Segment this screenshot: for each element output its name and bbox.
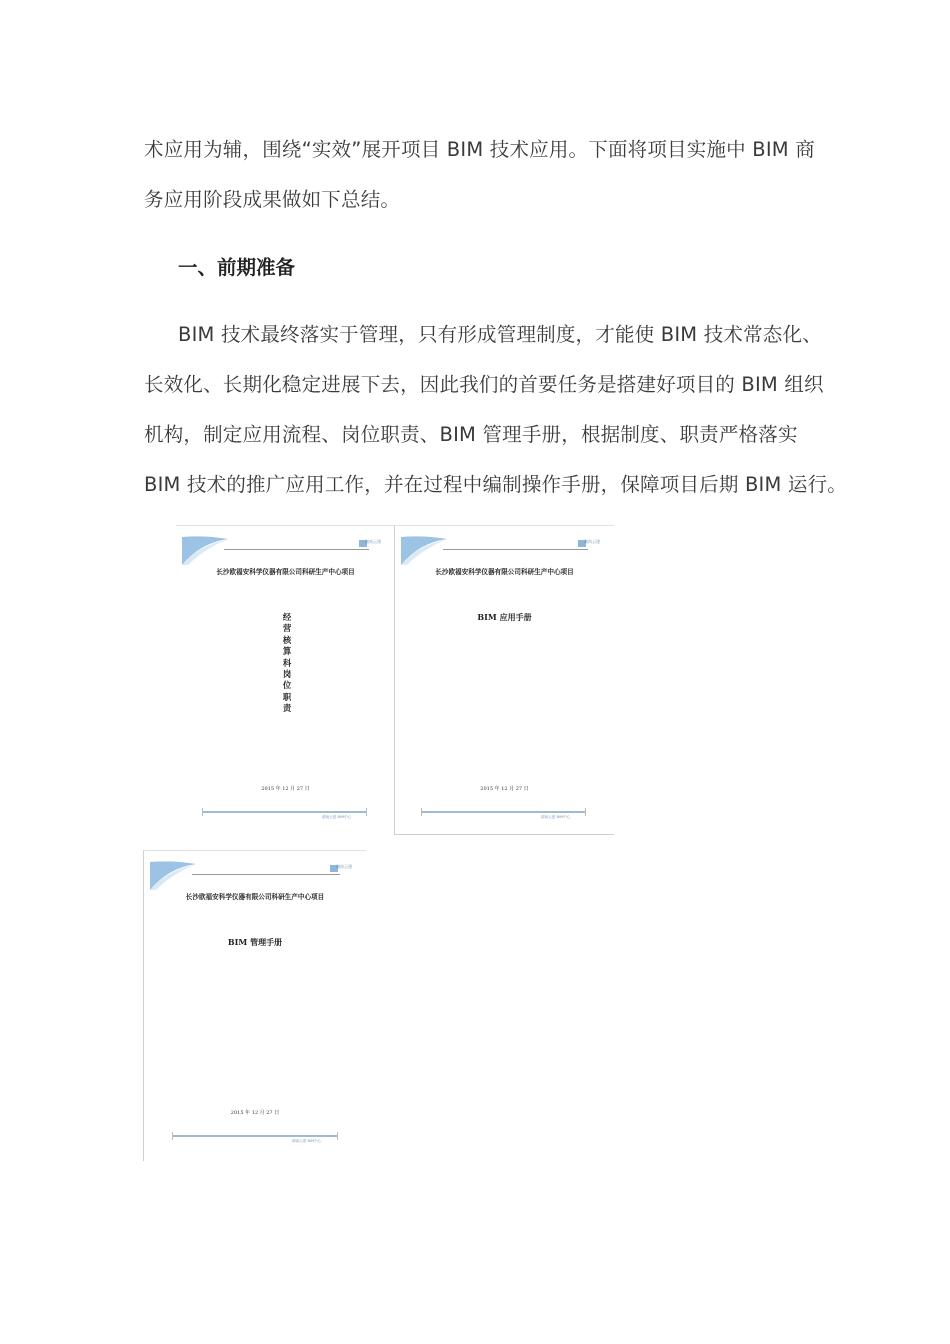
thumbnail-date: 2015 年 12 月 27 日: [261, 786, 310, 792]
logo-text: 湖南云建: [365, 539, 381, 544]
footer-text: 湖南云建 BIM中心: [322, 815, 352, 819]
document-thumbnail-bim-management-manual: [143, 850, 366, 1161]
header-swoosh-icon: [150, 858, 196, 890]
thumbnail-title: BIM 应用手册: [477, 612, 532, 622]
thumbnail-company: 长沙欧福安科学仪器有限公司科研生产中心项目: [216, 568, 355, 576]
header-rule: [224, 549, 369, 550]
footer-text: 湖南云建 BIM中心: [541, 815, 571, 819]
document-thumbnail-bim-application-manual: [394, 525, 614, 835]
section-heading: 一、前期准备: [178, 256, 296, 279]
thumbnail-company: 长沙欧福安科学仪器有限公司科研生产中心项目: [435, 568, 574, 576]
header-rule: [192, 874, 340, 875]
intro-line-1: 术应用为辅，围绕“实效”展开项目 BIM 技术应用。下面将项目实施中 BIM 商: [144, 138, 815, 161]
footer-rule: [172, 1135, 338, 1137]
thumbnail-title: BIM 管理手册: [227, 937, 283, 947]
header-rule: [443, 549, 588, 550]
header-swoosh-icon: [401, 533, 447, 565]
thumbnail-date: 2015 年 12 月 27 日: [480, 786, 529, 792]
intro-line-2: 务应用阶段成果做如下总结。: [144, 188, 401, 211]
thumbnail-company: 长沙欧福安科学仪器有限公司科研生产中心项目: [185, 893, 325, 901]
body-line-1: BIM 技术最终落实于管理，只有形成管理制度，才能使 BIM 技术常态化、: [178, 323, 822, 346]
logo-text: 湖南云建: [336, 864, 352, 869]
body-line-3: 机构，制定应用流程、岗位职责、BIM 管理手册，根据制度、职责严格落实: [144, 423, 798, 446]
footer-rule: [421, 811, 586, 813]
thumbnail-title: 经营核算科岗位职责: [282, 612, 292, 714]
header-swoosh-icon: [182, 533, 228, 565]
body-line-4: BIM 技术的推广应用工作，并在过程中编制操作手册，保障项目后期 BIM 运行。: [144, 473, 848, 496]
body-line-2: 长效化、长期化稳定进展下去，因此我们的首要任务是搭建好项目的 BIM 组织: [144, 373, 824, 396]
document-thumbnail-job-duties: [176, 525, 395, 834]
logo-text: 湖南云建: [584, 539, 600, 544]
thumbnail-date: 2015 年 12 月 27 日: [230, 1110, 280, 1116]
footer-rule: [202, 811, 367, 813]
footer-text: 湖南云建 BIM中心: [292, 1139, 322, 1143]
